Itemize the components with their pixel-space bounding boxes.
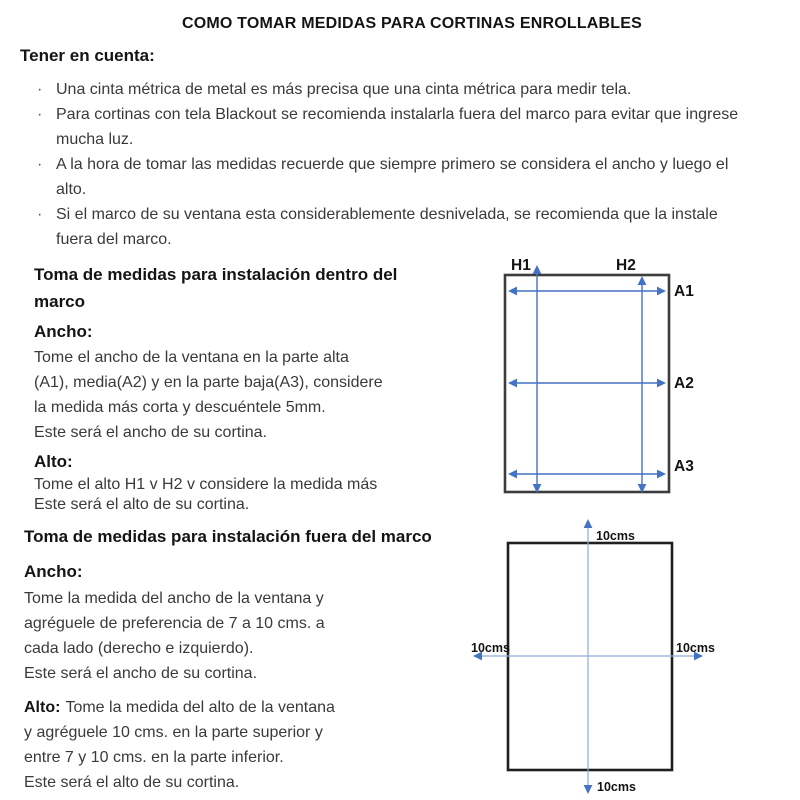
alto-label: Alto: — [24, 699, 61, 716]
section-outside-frame — [24, 520, 469, 795]
list-item — [37, 102, 759, 152]
h2-arrow — [638, 276, 647, 493]
body-line: Este será el ancho de su cortina. — [24, 665, 258, 682]
bullet-dot: · — [37, 106, 43, 123]
body-line: Tome el alto H1 v H2 v considere la medida más — [34, 476, 378, 493]
list-item — [37, 77, 759, 102]
a1-label: A1 — [674, 283, 694, 300]
body-line: Este será el alto de su cortina. — [34, 495, 250, 513]
ancho-label: Ancho: — [24, 562, 83, 581]
page-title: COMO TOMAR MEDIDAS PARA CORTINAS ENROLLABLES — [181, 15, 643, 32]
body-line: Este será el alto de su cortina. — [24, 774, 240, 791]
inside-frame-diagram — [495, 252, 725, 502]
heading-line: Toma de medidas para instalación dentro del — [34, 265, 398, 284]
list-item — [37, 202, 759, 252]
section-heading — [34, 256, 472, 315]
body-line: (A1), media(A2) y en la parte baja(A3), considere — [34, 374, 383, 391]
tip-text: mucha luz. — [56, 131, 134, 148]
body-line: cada lado (derecho e izquierdo). — [24, 640, 254, 657]
body-line: y agréguele 10 cms. en la parte superior y — [24, 724, 323, 741]
note-heading: Tener en cuenta: — [20, 46, 155, 65]
body-line: entre 7 y 10 cms. en la parte inferior. — [24, 749, 284, 766]
tip-text: A la hora de tomar las medidas recuerde que siempre primero se considera el ancho y luego el — [56, 156, 729, 173]
bullet-dot: · — [37, 81, 43, 98]
tip-text: fuera del marco. — [56, 231, 172, 248]
body-line — [24, 695, 469, 720]
alto-label: Alto: — [34, 452, 73, 471]
tip-text: Si el marco de su ventana esta considerablemente desnivelada, se recomienda que la instale — [56, 206, 718, 223]
alto-paragraph — [34, 475, 472, 514]
h2-label: H2 — [616, 257, 636, 274]
body-text: Tome la medida del alto de la ventana — [65, 699, 335, 716]
bottom-measure-label: 10cms — [597, 780, 636, 794]
outside-frame-diagram — [450, 503, 740, 800]
ancho-paragraph — [24, 586, 469, 686]
section-heading: Toma de medidas para instalación fuera del marco — [24, 527, 432, 546]
body-line: Tome el ancho de la ventana en la parte alta — [34, 349, 349, 366]
a3-label: A3 — [674, 458, 694, 475]
h1-label: H1 — [511, 257, 531, 274]
heading-line: marco — [34, 292, 86, 311]
bullet-dot: · — [37, 206, 43, 223]
body-line: Este será el ancho de su cortina. — [34, 424, 268, 441]
tip-text: alto. — [56, 181, 87, 198]
a2-label: A2 — [674, 375, 694, 392]
body-line: Tome la medida del ancho de la ventana y — [24, 590, 324, 607]
list-item — [37, 152, 759, 202]
ancho-paragraph — [34, 345, 472, 445]
alto-paragraph — [24, 695, 469, 795]
left-measure-label: 10cms — [471, 641, 510, 655]
right-measure-label: 10cms — [676, 641, 715, 655]
body-line: agréguele de preferencia de 7 a 10 cms. a — [24, 615, 325, 632]
tip-text: Para cortinas con tela Blackout se recomienda instalarla fuera del marco para evitar que ingrese — [56, 106, 739, 123]
h1-arrow — [533, 265, 542, 493]
tips-list — [37, 77, 759, 252]
body-line: la medida más corta y descuéntele 5mm. — [34, 399, 326, 416]
bullet-dot: · — [37, 156, 43, 173]
ancho-label: Ancho: — [34, 322, 93, 341]
tip-text: Una cinta métrica de metal es más precisa que una cinta métrica para medir tela. — [56, 81, 632, 98]
section-inside-frame — [34, 256, 472, 514]
top-measure-label: 10cms — [596, 529, 635, 543]
